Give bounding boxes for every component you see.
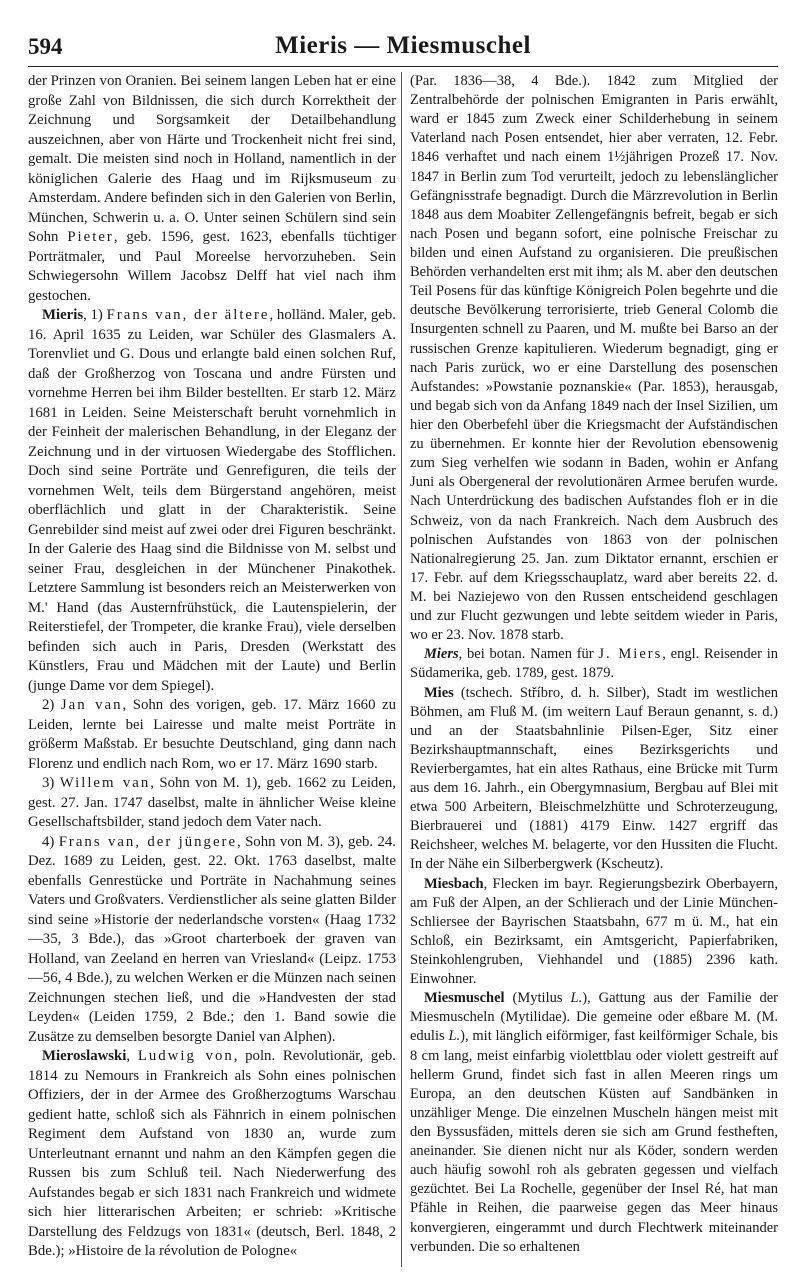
entry-text: J. Miers — [598, 646, 663, 663]
entry-text: ), Gattung aus der Familie der Miesmuscheln (Mytilidae). Die gemeine oder eßbare M. (M. edulis — [410, 990, 778, 1045]
dictionary-entry — [410, 989, 778, 1257]
entry-headword: Mieris — [42, 307, 84, 323]
entry-headword: Mieroslawski — [42, 1048, 127, 1064]
entry-text: L. — [448, 1028, 461, 1045]
entry-text: , 1) — [83, 307, 107, 323]
dictionary-entry — [28, 306, 396, 696]
entry-headword: Miers — [424, 646, 459, 663]
entry-headword: Miesbach — [424, 875, 484, 892]
entry-text: , Sohn von M. 3), geb. 24. Dez. 1689 zu Leiden, gest. 22. Okt. 1763 daselbst, malte ebenfalls Genrestücke und Porträte in Nachahmung seines Vaters und Großvaters. Verdienstlicher als seine glatten Bilder sind seine »Historie der nederlandsche vorsten« (Haag 1732—35, 3 Bde.), das »Groot charterboek der graven van Holland, van Zeeland en herren van Vriesland« (Leipz. 1753—56, 4 Bde.), zu welchen Werken er die Münzen nach seinen Zeichnungen stechen ließ, und die »Handvesten der stad Leyden« (Leiden 1759, 2 Bde.; den 1. Band sowie die Zusätze zu demselben besorgte Daniel van Alphen). — [28, 833, 396, 1045]
entry-text: , engl. Reisender in Südamerika, geb. 1789, gest. 1879. — [410, 646, 778, 682]
entry-text: 3) — [42, 775, 60, 791]
entry-text: L. — [570, 990, 583, 1007]
left-column — [28, 72, 396, 1267]
entry-text: (Par. 1836—38, 4 Bde.). 1842 zum Mitglied der Zentralbehörde der polnischen Emigranten in Paris erwählt, ward er 1845 zum Zweck einer Schilderhebung in seinem Vaterland nach Posen entsendet, hier aber verraten, 12. Febr. 1846 verhaftet und nach einem 1½jährigen Prozeß 17. Nov. 1847 in Berlin zum Tod verurteilt, jedoch zu lebenslänglicher Gefängnisstrafe begnadigt. Durch die Märzrevolution in Berlin 1848 aus dem Moabiter Zellengefängnis befreit, begab er sich nach Posen und begann sofort, eine polnische Freischar zu bilden und einen Aufstand zu organisieren. Die preußischen Behörden verhandelten erst mit ihm; als M. aber den deutschen Teil Posens für das künftige Königreich Polen begehrte und die deutsche Bevölkerung terrorisierte, trieb General Colomb die Insurgenten schnell zu Paaren, und M. mußte bei Barso an der russischen Grenze kapitulieren. Wiederum begnadigt, ging er nach Paris zurück, wo er eine Darstellung des posenschen Aufstandes: »Powstanie poznanskie« (Par. 1853), herausgab, und begab sich von da Anfang 1849 nach der Insel Sizilien, um hier den Oberbefehl über die Kriegsmacht der Aufständischen zu übernehmen. Er konnte hier der Revolution ebensowenig zum Sieg verhelfen wie sodann in Baden, wohin er Anfang Juni als Obergeneral der revolutionären Armee berufen wurde. Nach Unterdrückung des badischen Aufstandes floh er in die Schweiz, von da nach Frankreich. Nach dem Ausbruch des polnischen Aufstandes von 1863 von der polnischen Nationalregierung 25. Jan. zum Diktator ernannt, erschien er 17. Febr. auf dem Kriegsschauplatz, ward aber bereits 22. d. M. bei Naziejewo von den Russen entscheidend geschlagen und zur Flucht gezwungen und lebte seitdem wieder in Paris, wo er 23. Nov. 1878 starb. — [410, 73, 778, 644]
dictionary-entry — [28, 696, 396, 774]
entry-text: (tschech. Stříbro, d. h. Silber), Stadt im westlichen Böhmen, am Fluß M. (im weitern Lauf Beraun genannt, s. d.) und an der Staatsbahnlinie Pilsen-Eger, Sitz einer Bezirkshauptmannschaft, eines Bezirksgerichts und Revierbergamtes, hat ein altes Rathaus, eine Brücke mit Turm aus dem 16. Jahrh., ein Obergymnasium, Bergbau auf Blei mit etwa 500 Arbeitern, Bleischmelzhütte und Schroterzeugung, Bierbrauerei und (1881) 4179 Einw. 1427 ergriff das Reichsheer, welches M. belagerte, vor den Hussiten die Flucht. In der Nähe ein Silberbergwerk (Kscheutz). — [410, 684, 778, 873]
entry-text: , — [126, 1048, 138, 1064]
header-rule — [28, 66, 778, 67]
entry-text: Willem van — [59, 775, 151, 791]
entry-text: , bei botan. Namen für — [458, 646, 599, 663]
entry-text: Ludwig von — [137, 1048, 234, 1064]
continued-paragraph — [28, 72, 396, 306]
running-title: Mieris — Miesmuschel — [275, 32, 531, 59]
entry-text: Frans van, der jüngere — [58, 833, 238, 850]
entry-text: , Flecken im bayr. Regierungsbezirk Oberbayern, am Fuß der Alpen, an der Schlierach und der Linie München-Schliersee der Bayrischen Staatsbahn, 677 m ü. M., hat ein Schloß, ein Bezirksamt, ein Amtsgericht, Papierfabriken, Steinkohlengruben, Viehhandel und (1885) 2396 kath. Einwohner. — [410, 875, 778, 988]
entry-text: 4) — [42, 833, 59, 850]
entry-text: ), mit länglich eiförmiger, fast keilförmiger Schale, bis 8 cm lang, meist einfarbig violettblau oder violett gestreift auf hellerm Grund, findet sich fast in allen Meeren rings um Europa, an den deutschen Küsten auf Sandbänken in unzähliger Menge. Die einzelnen Muscheln hängen meist mit den Byssusfäden, mittels deren sie sich am Grund festheften, aneinander. Sie dienen nicht nur als Köder, sondern werden auch häufig sowohl roh als gebraten gegessen und vielfach gezüchtet. Bei La Rochelle, gegenüber der Insel Ré, hat man Pfähle in Reihen, die paarweise gegen das Meer hinaus konvergieren, eingerammt und durch Flechtwerk miteinander verbunden. Die so erhaltenen — [410, 1028, 778, 1255]
entry-text: Jan van — [60, 697, 123, 713]
entry-text: der Prinzen von Oranien. Bei seinem langen Leben hat er eine große Zahl von Bildnissen, die sich durch Korrektheit der Zeichnung und Sorgsamkeit der Detailbehandlung auszeichnen, aber von Härte und Trockenheit nicht frei sind, gemalt. Die meisten sind noch in Holland, namentlich in der königlichen Galerie des Haag und im Rijksmuseum zu Amsterdam. Andere befinden sich in den Galerien von Berlin, München, Schwerin u. a. O. Unter seinen Schülern sind sein Sohn — [28, 73, 396, 245]
entry-text: (Mytilus — [504, 990, 571, 1007]
dictionary-entry — [410, 645, 778, 683]
entry-text: , holländ. Maler, geb. 16. April 1635 zu Leiden, war Schüler des Glasmalers A. Torenvliet und G. Dous und erlangte bald einen solchen Ruf, daß der Großherzog von Toscana und andre Fürsten und vornehme Herren bei ihm Bilder bestellten. Er starb 12. März 1681 in Leiden. Seine Meisterschaft beruht vornehmlich in der Feinheit der malerischen Behandlung, in der Eleganz der Zeichnung und in der virtuosen Wiedergabe des Stofflichen. Doch sind seine Porträte und Genrefiguren, die teils der vornehmen Welt, teils dem Bürgerstand angehören, meist oberflächlich und glatt in der Charakteristik. Seine Genrebilder sind meist auf zwei oder drei Figuren beschränkt. In der Galerie des Haag sind die Bildnisse von M. selbst und seiner Frau, desgleichen in der Münchener Pinakothek. Letztere Sammlung ist besonders reich an Meisterwerken von M.' Hand (das Austernfrühstück, die Lautenspielerin, der Reiterstiefel, der Trompeter, die kranke Frau), viele derselben befinden sich auch in Paris, Dresden (Werkstatt des Künstlers, Frau und Mädchen mit der Laute) und Berlin (junge Dame vor dem Spiegel). — [28, 307, 396, 694]
page-number: 594 — [28, 34, 63, 59]
dictionary-entry — [410, 875, 778, 990]
entry-text: Frans van, der ältere — [106, 307, 270, 323]
page-header — [28, 30, 778, 64]
dictionary-entry — [28, 833, 396, 1048]
entry-headword: Miesmuschel — [424, 990, 505, 1007]
entry-text: , Sohn von M. 1), geb. 1662 zu Leiden, gest. 27. Jan. 1747 daselbst, malte in ähnlicher Weise kleine Gesellschaftsbilder, stand jedoch dem Vater nach. — [28, 775, 396, 830]
dictionary-entry — [28, 774, 396, 833]
column-divider — [401, 72, 402, 1267]
entry-text: Pieter — [67, 229, 114, 245]
entry-text: , Sohn des vorigen, geb. 17. März 1660 zu Leiden, lernte bei Lairesse und malte meist Porträte in größerm Maßstab. Er besuchte Deutschland, ging dann nach Florenz und endlich nach Rom, wo er 17. März 1690 starb. — [28, 697, 396, 772]
entry-text: , geb. 1596, gest. 1623, ebenfalls tüchtiger Porträtmaler, und Paul Moreelse hervorzuheben. Sein Schwiegersohn Willem Jacobsz Delff hat viel nach ihm gestochen. — [28, 229, 396, 304]
right-column — [410, 72, 778, 1267]
entry-text: 2) — [42, 697, 61, 713]
entry-text: , poln. Revolutionär, geb. 1814 zu Nemours in Frankreich als Sohn eines polnischen Offiziers, der in der Armee des Großherzogtums Warschau gedient hatte, schloß sich als Fähnrich in einem polnischen Regiment dem Aufstand von 1830 an, wurde zum Unterleutnant ernannt und nahm an den Kämpfen gegen die Russen bis zum Schluß teil. Nach Niederwerfung des Aufstandes begab er sich 1831 nach Frankreich und widmete sich hier litterarischen Arbeiten; er schrieb: »Kritische Darstellung des Feldzugs von 1831« (deutsch, Berl. 1848, 2 Bde.); »Histoire de la révolution de Pologne« — [28, 1048, 396, 1259]
continued-paragraph — [410, 72, 778, 645]
dictionary-entry — [28, 1047, 396, 1262]
dictionary-entry — [410, 684, 778, 875]
entry-headword: Mies — [424, 684, 454, 701]
